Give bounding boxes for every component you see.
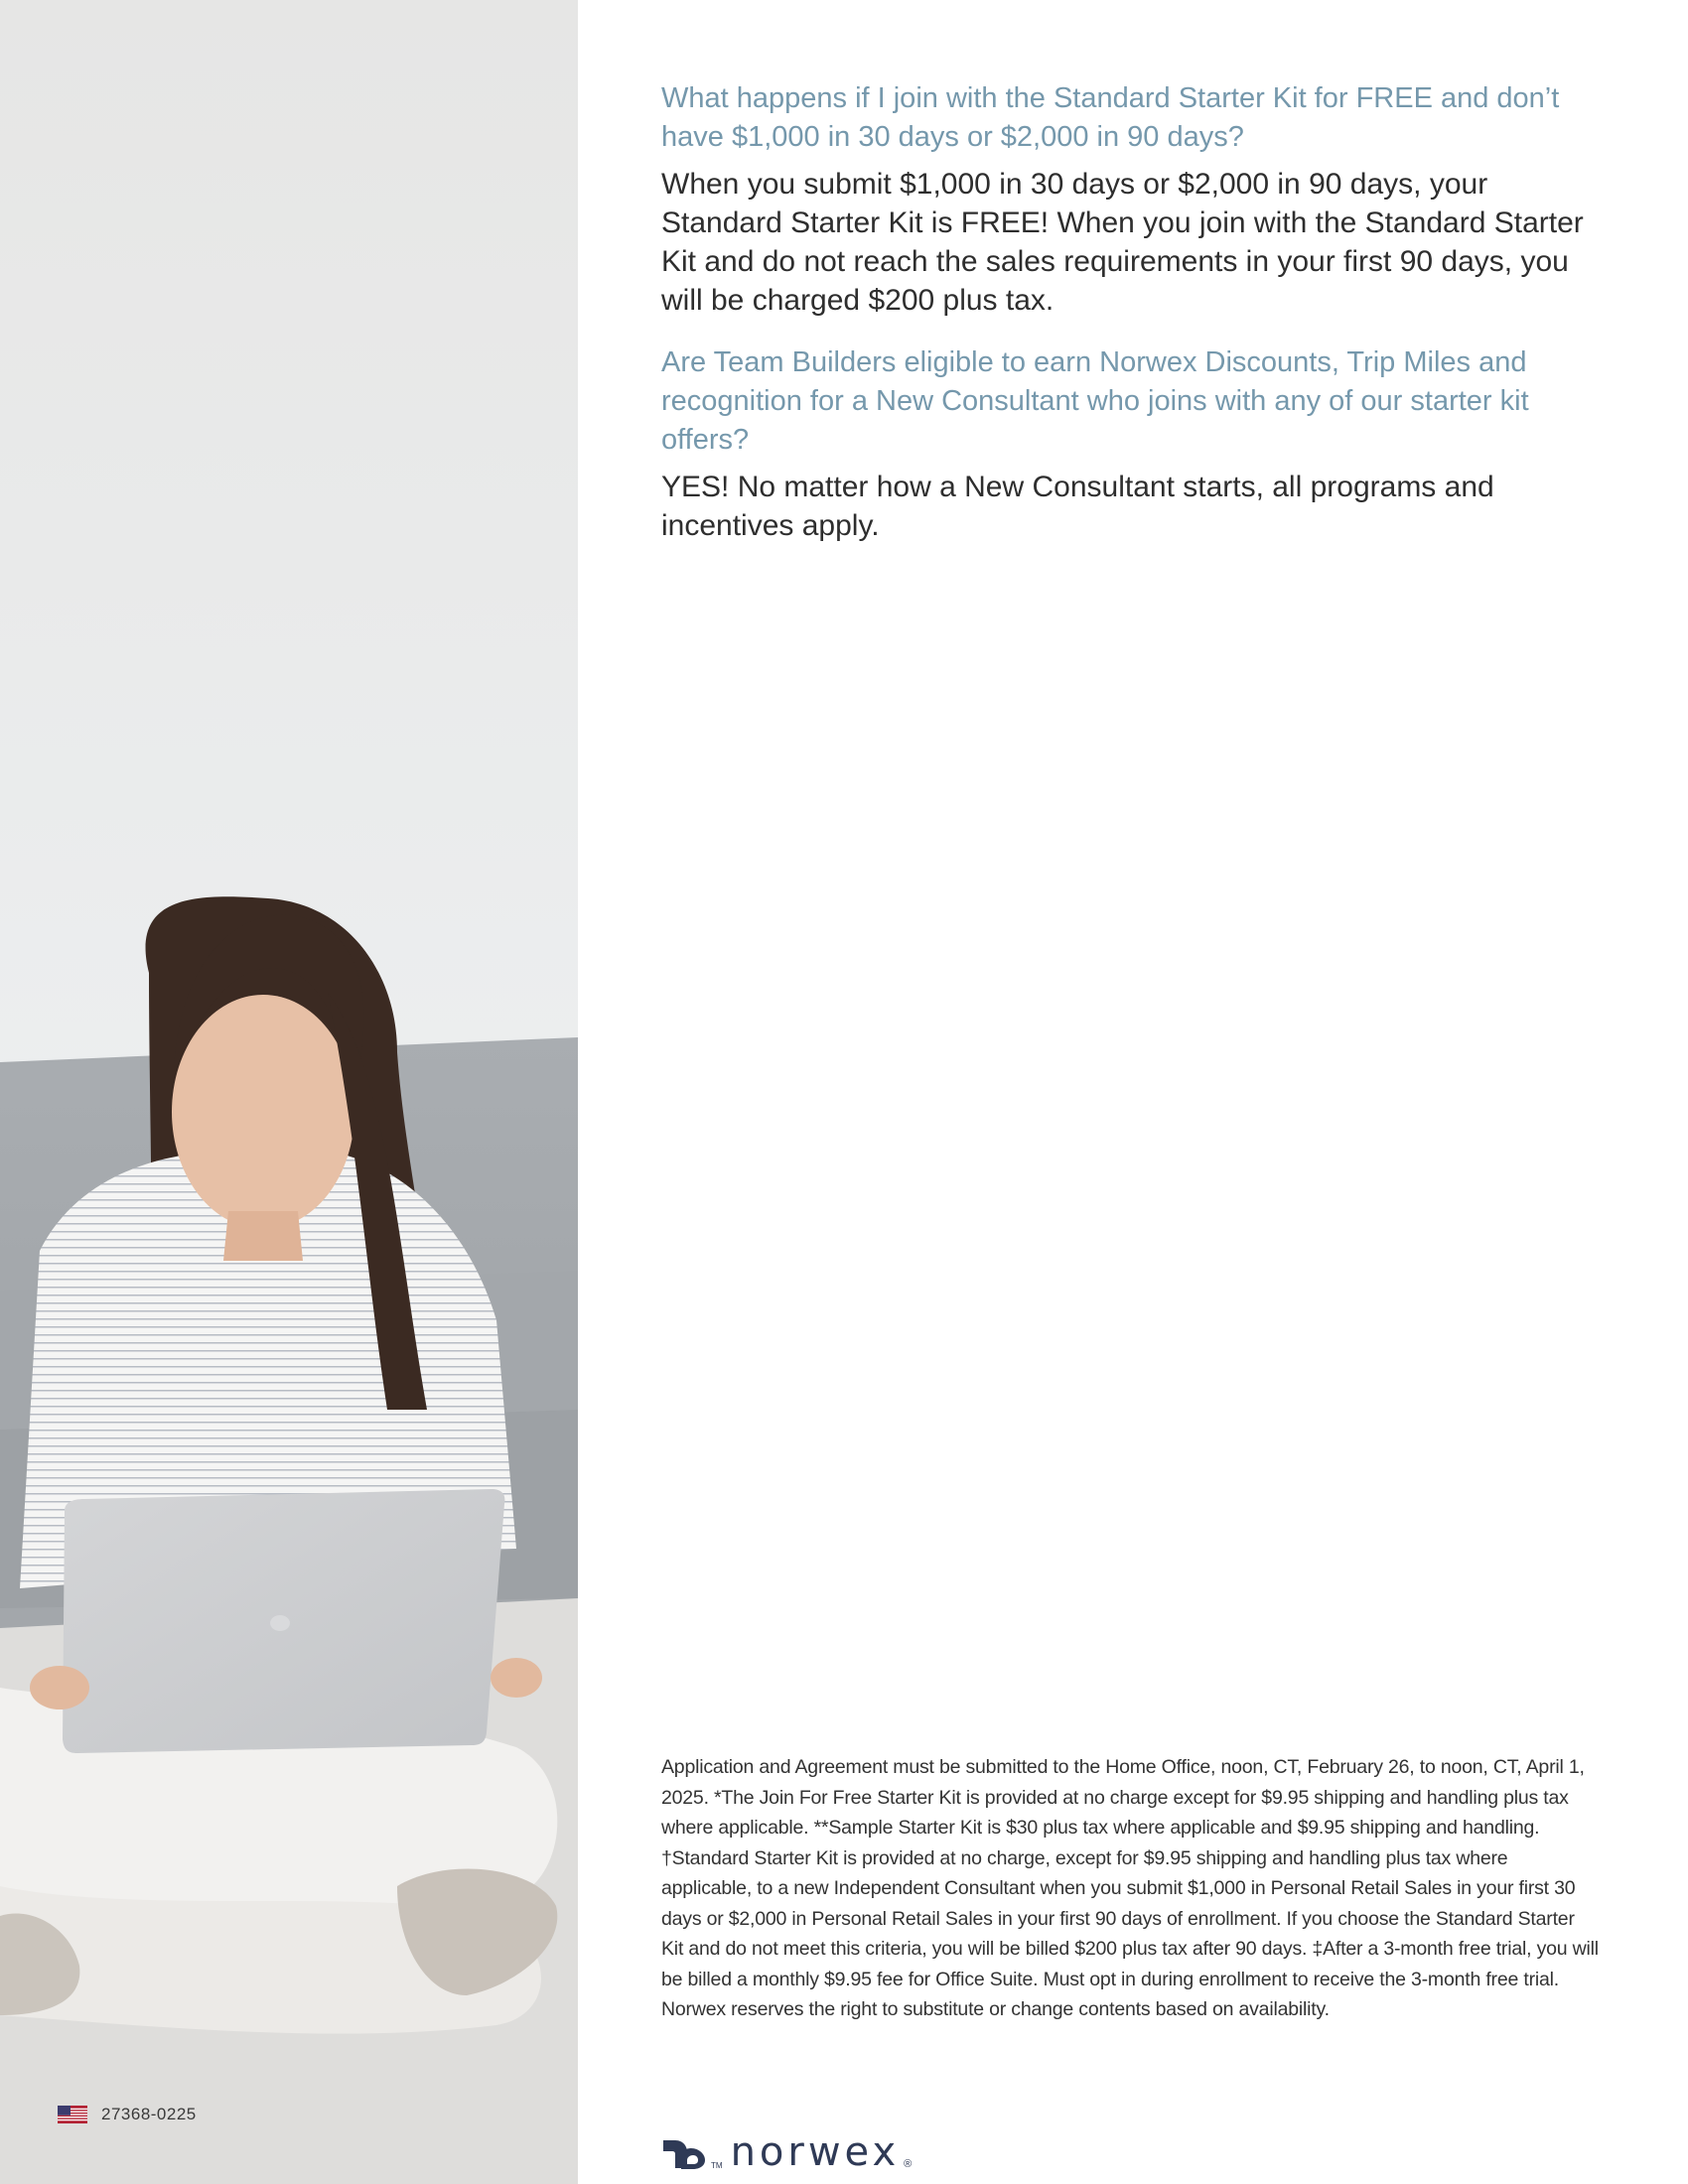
hero-photo [0,0,578,2184]
norwex-logo [661,2129,913,2175]
woman-with-laptop-photo [0,0,578,2184]
trademark-mark: TM [711,2161,723,2170]
faq-item [661,79,1615,320]
faq-question: Are Team Builders eligible to earn Norwex Discounts, Trip Miles and recognition for a New Consultant who joins with any of our starter kit offers? [661,346,1529,456]
registered-mark: ® [904,2158,913,2170]
brand-name: norwex [730,2129,901,2175]
faq-item [661,343,1615,545]
us-flag-icon [58,2106,87,2123]
norwex-mark-icon [661,2138,707,2170]
legal-disclaimer: Application and Agreement must be submitted to the Home Office, noon, CT, February 26, to noon, CT, April 1, 2025. *The Join For Free Starter Kit is provided at no charge except for $9.95 shipping and handling plus tax where applicable. **Sample Starter Kit is $30 plus tax where applicable and $9.95 shipping and handling. †Standard Starter Kit is provided at no charge, except for $9.95 shipping and handling plus tax where applicable, to a new Independent Consultant when you submit $1,000 in Personal Retail Sales in your first 30 days or $2,000 in Personal Retail Sales in your first 90 days of enrollment. If you choose the Standard Starter Kit and do not meet this criteria, you will be billed $200 plus tax after 90 days. ‡After a 3-month free trial, you will be billed a monthly $9.95 fee for Office Suite. Must opt in during enrollment to receive the 3-month free trial. Norwex reserves the right to substitute or change contents based on availability. [661,1756,1599,2020]
product-code [58,2105,197,2124]
faq-answer: YES! No matter how a New Consultant starts, all programs and incentives apply. [661,471,1494,542]
faq-answer: When you submit $1,000 in 30 days or $2,000 in 90 days, your Standard Starter Kit is FREE! When you join with the Standard Starter Kit and do not reach the sales requirements in your first 90 days, you will be charged $200 plus tax. [661,168,1584,317]
faq-question: What happens if I join with the Standard Starter Kit for FREE and don’t have $1,000 in 30 days or $2,000 in 90 days? [661,82,1560,153]
faq-section [661,79,1615,569]
product-code-text: 27368-0225 [101,2105,197,2123]
